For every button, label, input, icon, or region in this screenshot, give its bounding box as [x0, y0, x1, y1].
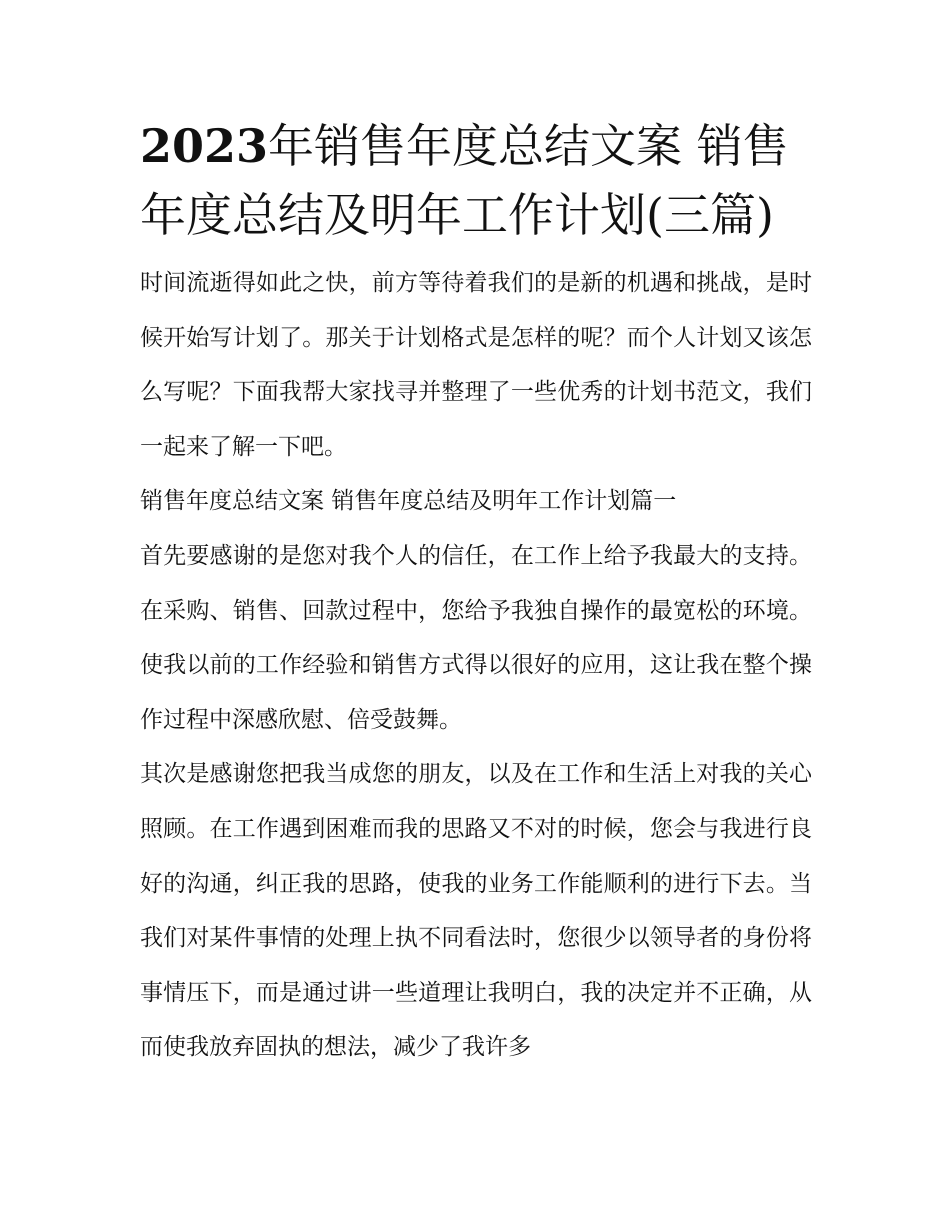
body-paragraph-1: 首先要感谢的是您对我个人的信任，在工作上给予我最大的支持。在采购、销售、回款过程中，您给予我独自操作的最宽松的环境。使我以前的工作经验和销售方式得以很好的应用，这让我在整个操作过程中深感欣慰、倍受鼓舞。	[140, 542, 812, 733]
body-paragraph-2: 其次是感谢您把我当成您的朋友，以及在工作和生活上对我的关心照顾。在工作遇到困难而我的思路又不对的时候，您会与我进行良好的沟通，纠正我的思路，使我的业务工作能顺利的进行下去。当我们对某件事情的处理上执不同看法时，您很少以领导者的身份将事情压下，而是通过讲一些道理让我明白，我的决定并不正确，从而使我放弃固执的想法，减少了我许多	[140, 761, 812, 1061]
section-heading: 销售年度总结文案 销售年度总结及明年工作计划篇一	[140, 488, 677, 515]
title-year: 2023	[140, 119, 269, 173]
title-text: 年销售年度总结文案 销售年度总结及明年工作计划(三篇)	[140, 119, 789, 242]
document-page	[140, 112, 812, 1075]
intro-paragraph: 时间流逝得如此之快，前方等待着我们的是新的机遇和挑战，是时候开始写计划了。那关于计划格式是怎样的呢？而个人计划又该怎么写呢？下面我帮大家找寻并整理了一些优秀的计划书范文，我们一起来了解一下吧。	[140, 270, 812, 460]
document-title	[140, 112, 812, 250]
